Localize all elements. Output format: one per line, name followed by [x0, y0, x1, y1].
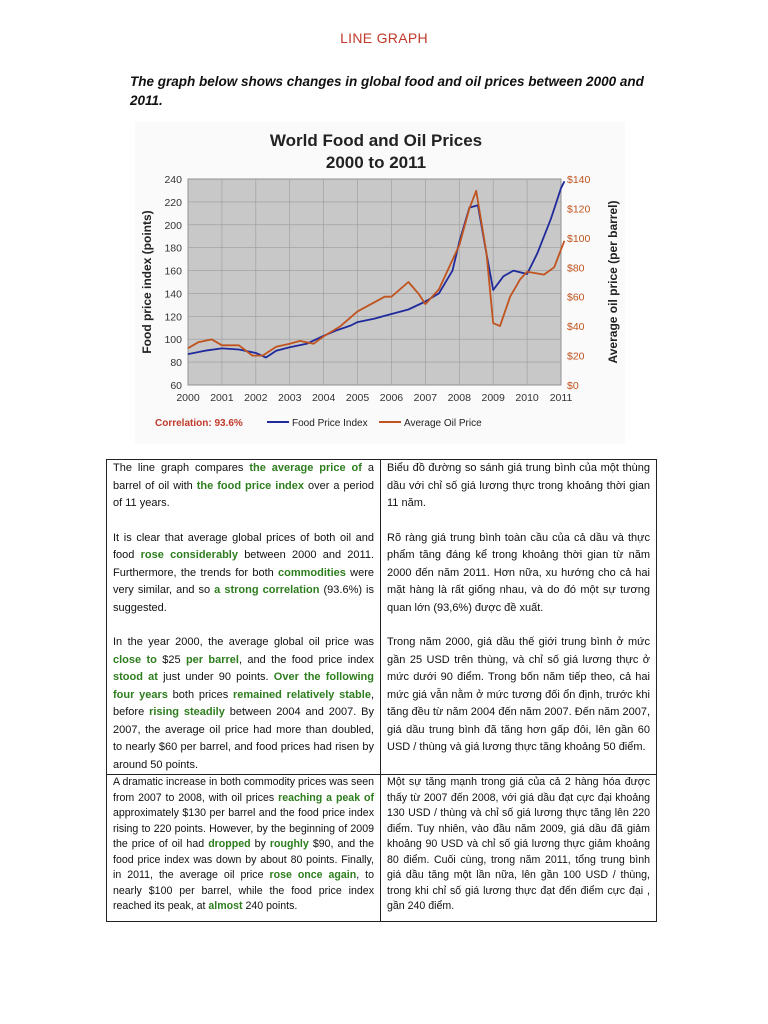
y-tick-label: 60 — [170, 380, 182, 392]
x-tick-label: 2007 — [413, 392, 438, 404]
x-tick-label: 2009 — [481, 392, 505, 404]
y-tick-label: 160 — [164, 265, 182, 278]
paragraph — [113, 460, 374, 513]
y-axis-label: Food price index (points) — [140, 210, 154, 354]
chart-subtitle: 2000 to 2011 — [325, 153, 427, 172]
translation-table — [106, 459, 657, 922]
y-tick-label: 120 — [164, 311, 182, 324]
y-tick-label: 80 — [170, 357, 182, 370]
page-title: LINE GRAPH — [340, 30, 428, 46]
text-run: Rõ ràng giá trung bình toàn cầu của cả dầu và thực phẩm tăng đáng kể trong khoảng thời gian từ năm 2000 đến năm 2011. Hơn nữa, xu hướng cho cả hai mặt hàng là rất giống nhau, và do đó một sự tương quan lớn (93,6%) được đề xuất. — [387, 531, 650, 614]
text-run: $90, and the food price index was down by about 80 points. Finally, in 2011, the average oil price — [113, 838, 374, 881]
x-tick-label: 2000 — [176, 392, 200, 404]
highlight-term: rose once again — [269, 869, 357, 881]
paragraph — [387, 634, 650, 757]
highlight-term: stood at — [113, 671, 158, 683]
highlight-term: remained relatively stable — [232, 688, 371, 701]
correlation-label: Correlation: 93.6% — [155, 418, 243, 429]
chart — [135, 122, 625, 444]
highlight-term: Over the following four years — [113, 671, 374, 701]
chart-svg — [135, 122, 625, 444]
highlight-term: rising steadily — [149, 706, 225, 718]
text-run: (93.6%) is suggested. — [113, 584, 375, 614]
english-cell — [107, 775, 381, 922]
x-tick-label: 2004 — [311, 392, 336, 404]
text-run: $25 — [156, 653, 186, 666]
y-tick-label: 200 — [164, 219, 182, 232]
paragraph — [387, 460, 650, 513]
vietnamese-cell — [381, 775, 657, 922]
text-run: In the year 2000, the average global oil price was — [113, 636, 374, 648]
x-tick-label: 2002 — [244, 392, 268, 404]
text-run: between 2004 and 2007. By 2007, the average oil price had more than doubled, to nearly $60 per barrel, and food prices had risen by around 50 points. — [113, 706, 374, 771]
y2-tick-label: $60 — [567, 291, 585, 304]
text-run: The line graph compares — [113, 462, 250, 474]
highlight-term: rose considerably — [140, 549, 238, 561]
y-tick-label: 240 — [164, 174, 182, 186]
text-run: by — [250, 838, 270, 850]
text-run: approximately $130 per barrel and the food price index rising to 220 points. However, by the beginning of 2009 the price of oil had — [113, 807, 374, 850]
y-tick-label: 140 — [164, 288, 182, 301]
highlight-term: per barrel — [185, 653, 239, 666]
text-run: , to nearly $100 per barrel, while the food price index reached its peak, at — [113, 869, 374, 912]
paragraph — [387, 530, 650, 618]
text-run: A dramatic increase in both commodity prices was seen from 2007 to 2008, with oil prices — [113, 776, 374, 804]
paragraph — [113, 530, 374, 618]
plot-area — [188, 179, 561, 385]
highlight-term: the average price of — [249, 462, 362, 474]
x-tick-label: 2010 — [515, 392, 539, 404]
intro-text: The graph below shows changes in global food and oil prices between 2000 and 2011. — [130, 74, 644, 108]
text-run: were very similar, and so — [113, 566, 374, 596]
y-tick-label: 100 — [164, 334, 182, 347]
highlight-term: reaching a peak of — [278, 791, 374, 804]
highlight-term: dropped — [208, 838, 251, 850]
x-tick-label: 2006 — [379, 392, 404, 404]
text-run: between 2000 and 2011. Furthermore, the trends for both — [113, 549, 374, 579]
y-tick-label: 180 — [164, 242, 182, 255]
y2-tick-label: $140 — [567, 174, 591, 186]
y2-tick-label: $20 — [567, 350, 585, 363]
y2-axis-label: Average oil price (per barrel) — [606, 200, 620, 364]
y2-tick-label: $80 — [567, 262, 585, 275]
x-tick-label: 2005 — [345, 392, 370, 404]
highlight-term: a strong correlation — [214, 584, 320, 596]
vietnamese-cell — [381, 460, 657, 775]
table-row — [107, 460, 657, 775]
x-tick-label: 2008 — [447, 392, 471, 404]
highlight-term: commodities — [278, 566, 346, 579]
text-run: over a period of 11 years. — [113, 479, 374, 509]
text-run: , before — [113, 688, 374, 718]
english-cell — [107, 460, 381, 775]
x-tick-label: 2001 — [210, 392, 234, 404]
text-run: both prices — [167, 688, 233, 701]
text-run: It is clear that average global prices of both oil and food — [113, 531, 374, 561]
x-tick-label: 2003 — [278, 392, 302, 404]
highlight-term: the food price index — [196, 479, 304, 492]
x-tick-label: 2011 — [549, 392, 573, 404]
text-run: a barrel of oil with — [113, 462, 374, 492]
highlight-term: roughly — [269, 838, 309, 850]
highlight-term: almost — [208, 900, 243, 912]
y2-tick-label: $40 — [567, 321, 585, 334]
text-run: Một sự tăng mạnh trong giá của cả 2 hàng hóa được thấy từ 2007 đến 2008, với giá dầu đạt cực đại khoảng 130 USD / thùng và chỉ số giá lương thực tăng lên 220 điểm. Tuy nhiên, vào đầu năm 2009, giá dầu đã giảm khoảng 90 USD và chỉ số giá lương thực giảm khoảng 80 điểm. Cuối cùng, trong năm 2011, tổng trung bình giá dầu tăng một lần nữa, lên gần 100 USD / thùng, trong khi chỉ số giá lương thực đạt đến điểm cực đại , gần 240 điểm. — [387, 776, 650, 912]
text-run: Trong năm 2000, giá dầu thế giới trung bình ở mức gần 25 USD trên thùng, và chỉ số giá lương thực ở mức dưới 90 điểm. Trong bốn năm tiếp theo, cả hai mức giá vẫn nằm ở mức tương đối ổn định, trước khi tăng đều từ năm 2004 đến năm 2007. Đến năm 2007, giá dầu trung bình đã tăng hơn gấp đôi, lên gần 60 USD / thùng và giá lương thực tăng khoảng 50 điểm. — [387, 636, 650, 753]
chart-title: World Food and Oil Prices — [269, 131, 483, 150]
text-run: just under 90 points. — [157, 671, 274, 683]
y2-tick-label: $0 — [567, 380, 579, 392]
highlight-term: close to — [113, 653, 157, 666]
paragraph — [113, 775, 374, 915]
y-tick-label: 220 — [164, 196, 182, 209]
text-run: , and the food price index — [238, 653, 374, 666]
text-run: 240 points. — [242, 900, 298, 912]
legend-food: Food Price Index — [292, 418, 368, 429]
table-row — [107, 775, 657, 922]
y2-tick-label: $100 — [567, 232, 591, 245]
legend-oil: Average Oil Price — [404, 418, 482, 429]
paragraph — [387, 775, 650, 915]
y2-tick-label: $120 — [567, 203, 591, 216]
paragraph — [113, 634, 374, 774]
text-run: Biểu đồ đường so sánh giá trung bình của một thùng dầu với chỉ số giá lương thực trong khoảng thời gian 11 năm. — [387, 462, 650, 509]
